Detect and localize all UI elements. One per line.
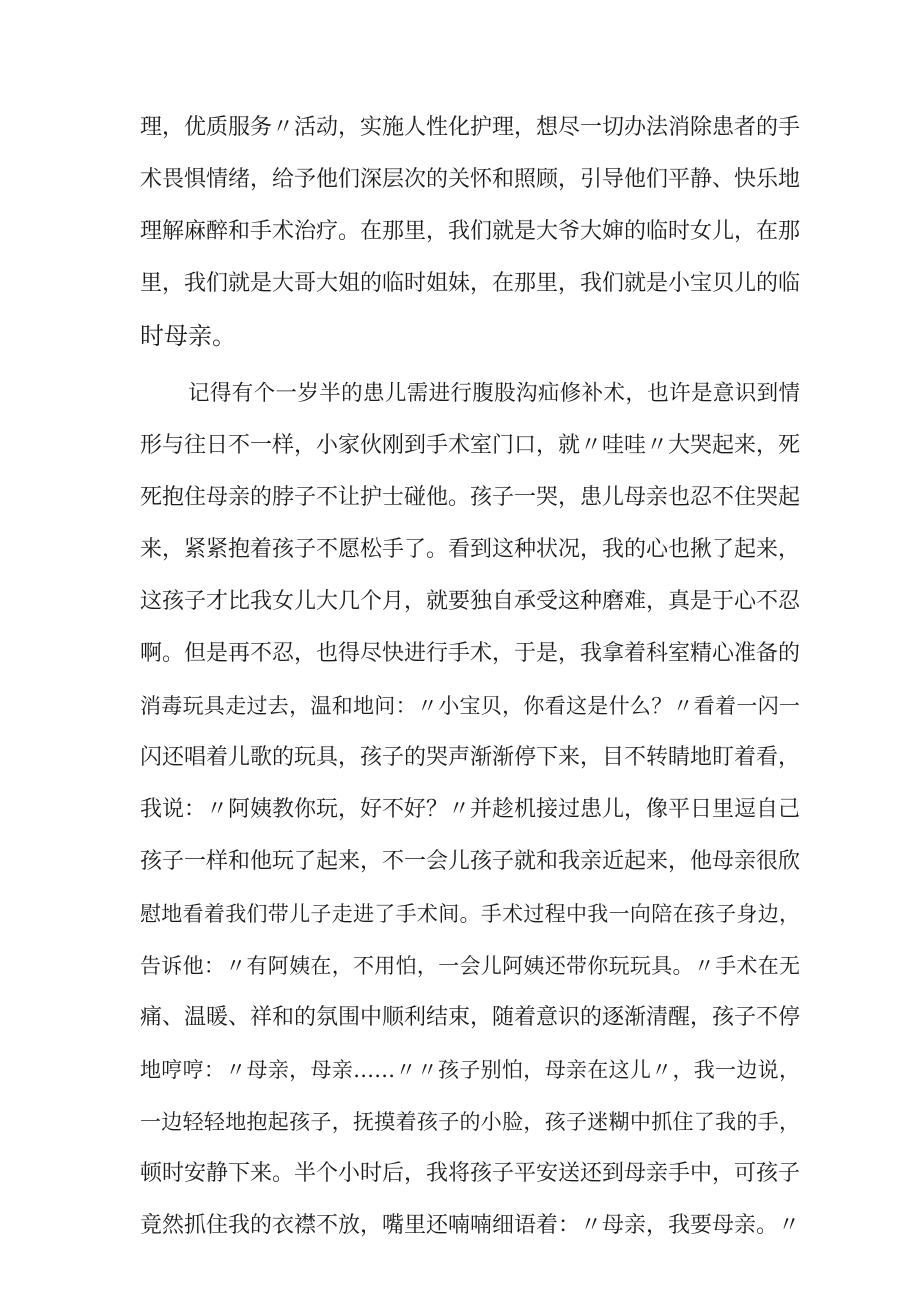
paragraph-1-line-2: 术畏惧情绪，给予他们深层次的关怀和照顾，引导他们平静、快乐地 [140, 167, 801, 192]
paragraph-1-line-3: 理解麻醉和手术治疗。在那里，我们就是大爷大婶的临时女儿，在那 [140, 219, 801, 244]
paragraph-2-line-2: 形与往日不一样，小家伙刚到手术室门口，就〃哇哇〃大哭起来，死 [140, 433, 801, 458]
paragraph-1-line-1: 理，优质服务〃活动，实施人性化护理，想尽一切办法消除患者的手 [140, 115, 801, 140]
paragraph-2-line-16: 顿时安静下来。半个小时后，我将孩子平安送还到母亲手中，可孩子 [140, 1161, 801, 1186]
paragraph-2-line-12: 告诉他：〃有阿姨在，不用怕，一会儿阿姨还带你玩玩具。〃手术在无 [140, 954, 800, 978]
paragraph-2-line-15: 一边轻轻地抱起孩子，抚摸着孩子的小脸，孩子迷糊中抓住了我的手， [140, 1110, 800, 1134]
paragraph-2-line-6: 啊。但是再不忍，也得尽快进行手术，于是，我拿着科室精心准备的 [140, 641, 801, 666]
paragraph-2-line-8: 闪还唱着儿歌的玩具，孩子的哭声渐渐停下来，目不转睛地盯着看， [140, 745, 801, 770]
paragraph-1-line-5: 时母亲。 [140, 322, 236, 350]
paragraph-2-line-9: 我说：〃阿姨教你玩，好不好？〃并趁机接过患儿，像平日里逗自己 [140, 797, 801, 822]
paragraph-2-line-11: 慰地看着我们带儿子走进了手术间。手术过程中我一向陪在孩子身边， [140, 902, 800, 926]
paragraph-2-line-1: 记得有个一岁半的患儿需进行腹股沟疝修补术，也许是意识到情 [188, 381, 800, 406]
paragraph-2-line-13: 痛、温暖、祥和的氛围中顺利结束，随着意识的逐渐清醒，孩子不停 [140, 1005, 801, 1030]
paragraph-2-line-10: 孩子一样和他玩了起来，不一会儿孩子就和我亲近起来，他母亲很欣 [140, 849, 801, 874]
paragraph-2-line-4: 来，紧紧抱着孩子不愿松手了。看到这种状况，我的心也揪了起来， [140, 537, 801, 562]
paragraph-2-line-3: 死抱住母亲的脖子不让护士碰他。孩子一哭，患儿母亲也忍不住哭起 [140, 485, 801, 510]
paragraph-2-line-7: 消毒玩具走过去，温和地问：〃小宝贝，你看这是什么？〃看着一闪一 [140, 694, 800, 718]
paragraph-2-line-14: 地哼哼：〃母亲，母亲……〃〃孩子别怕，母亲在这儿〃，我一边说， [140, 1058, 800, 1082]
paragraph-2-line-5: 这孩子才比我女儿大几个月，就要独自承受这种磨难，真是于心不忍 [140, 589, 801, 614]
paragraph-2-line-17: 竟然抓住我的衣襟不放，嘴里还喃喃细语着：〃母亲，我要母亲。〃 [140, 1213, 801, 1238]
paragraph-1-line-4: 里，我们就是大哥大姐的临时姐妹，在那里，我们就是小宝贝儿的临 [140, 271, 801, 296]
